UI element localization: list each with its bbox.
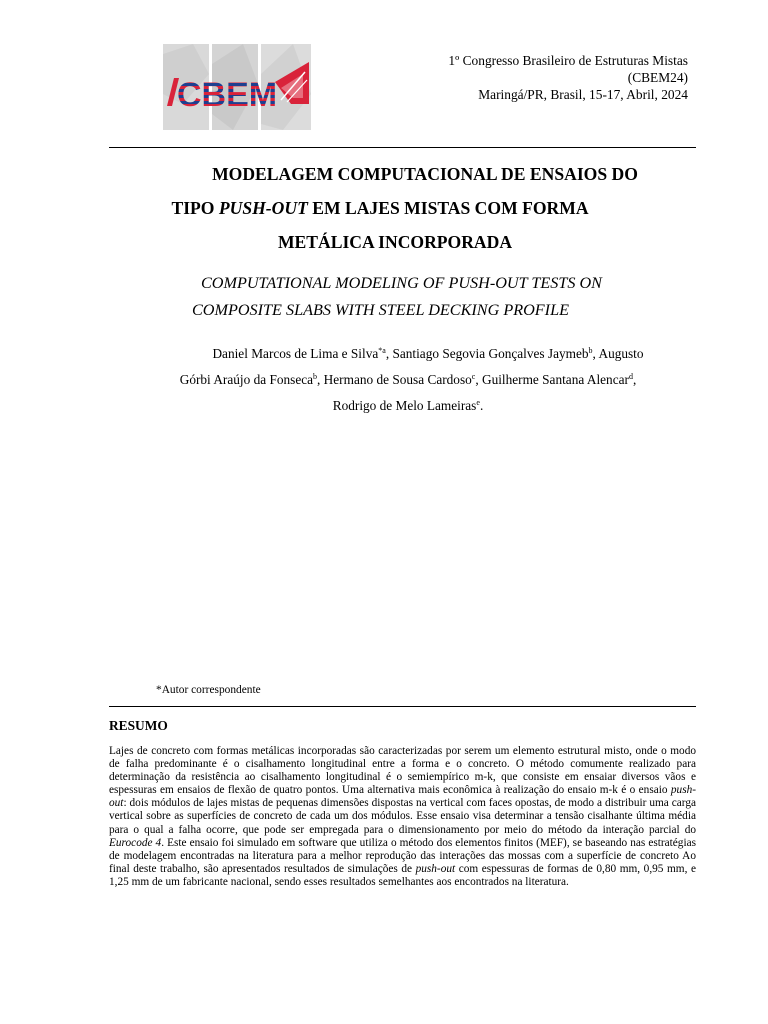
author-name: , Hermano de Sousa Cardoso (317, 372, 472, 387)
resumo-divider (109, 706, 696, 707)
author-affiliation-mark: e (476, 398, 480, 407)
author-affiliation-mark: b (313, 372, 318, 381)
author-name: , Augusto (592, 346, 644, 361)
author-separator: , (632, 372, 637, 387)
abstract-paragraph (109, 745, 696, 889)
paper-title-en (190, 270, 670, 324)
abstract-italic-term: Eurocode 4 (109, 836, 162, 849)
author-affiliation-mark: d (628, 372, 633, 381)
title-pt-line2-post: EM LAJES MISTAS COM FORMA (307, 198, 589, 218)
author-separator: . (479, 398, 484, 413)
title-en-line2: COMPOSITE SLABS WITH STEEL DECKING PROFILE (192, 301, 569, 319)
author-affiliation-mark: *a (378, 346, 386, 355)
title-pt-line3: METÁLICA INCORPORADA (277, 232, 513, 252)
conference-location-date: Maringá/PR, Brasil, 15-17, Abril, 2024 (478, 87, 688, 102)
author-list (134, 341, 682, 419)
logo-text: CBEM (177, 76, 278, 114)
abstract-text: Lajes de concreto com formas metálicas incorporadas são caracterizadas por serem um elemento estrutural misto, onde o modo de falha predominante é o cisalhamento longitudinal entre a forma e o concreto. O método comumente realizado para determinação da resistência ao cisalhamento longitudinal é o semiempírico m-k, que consiste em ensaiar diversos vãos e espessuras em ensaios de flexão de quatro pontos. Uma alternativa mais econômica à realização do ensaio m-k é o ensaio (109, 745, 696, 797)
conference-name: 1º Congresso Brasileiro de Estruturas Mistas (448, 53, 688, 68)
conference-header (388, 52, 688, 103)
title-en-line1: COMPUTATIONAL MODELING OF PUSH-OUT TESTS ON (201, 274, 602, 292)
author-name: , Santiago Segovia Gonçalves Jaymeb (385, 346, 589, 361)
abstract-italic-term: push-out (415, 862, 456, 875)
conference-acronym: (CBEM24) (627, 70, 688, 85)
title-pt-line2-italic: PUSH-OUT (218, 198, 308, 218)
cbem-logo-graphic (163, 44, 311, 130)
paper-title-pt (120, 157, 690, 259)
author-name: , Guilherme Santana Alencar (475, 372, 629, 387)
abstract-italic-term: push-out (109, 784, 696, 810)
author-line3 (134, 393, 682, 419)
author-name: Górbi Araújo da Fonseca (179, 372, 314, 387)
title-pt-line1: MODELAGEM COMPUTACIONAL DE ENSAIOS DO (212, 164, 638, 184)
title-pt-line2-pre: TIPO (171, 198, 219, 218)
cbem-logo (163, 44, 311, 130)
title-pt-line2 (70, 191, 690, 225)
author-affiliation-mark: c (471, 372, 476, 381)
corresponding-author-note: *Autor correspondente (156, 684, 261, 696)
abstract-text: . Este ensaio foi simulado em software que utiliza o método dos elementos finitos (MEF), se baseando nas estratégias de modelagem encontradas na literatura para a melhor reprodução das interações das mossas com a superfície de concreto Ao final deste trabalho, são apresentados resultados de simulações de (109, 836, 696, 875)
author-line1 (134, 341, 682, 367)
abstract-text: : dois módulos de lajes mistas de pequenas dimensões dispostas na vertical com faces opostas, de modo a distribuir uma carga vertical sobre as superfícies de concreto de cada um dos módulos. Esse ensaio visa determinar a tensão cisalhante última média para o qual a falha ocorre, que pode ser empregada para o dimensionamento por meio do método da interação parcial do (109, 797, 696, 836)
resumo-heading: RESUMO (109, 718, 168, 733)
author-name: Rodrigo de Melo Lameiras (332, 398, 477, 413)
abstract-text: com espessuras de formas de 0,80 mm, 0,95 mm, e 1,25 mm de um fabricante nacional, sendo esses resultados semelhantes aos encontrados na literatura. (109, 862, 696, 888)
header-divider (109, 147, 696, 148)
author-affiliation-mark: b (588, 346, 593, 355)
author-line2 (134, 367, 682, 393)
author-name: Daniel Marcos de Lima e Silva (212, 346, 379, 361)
